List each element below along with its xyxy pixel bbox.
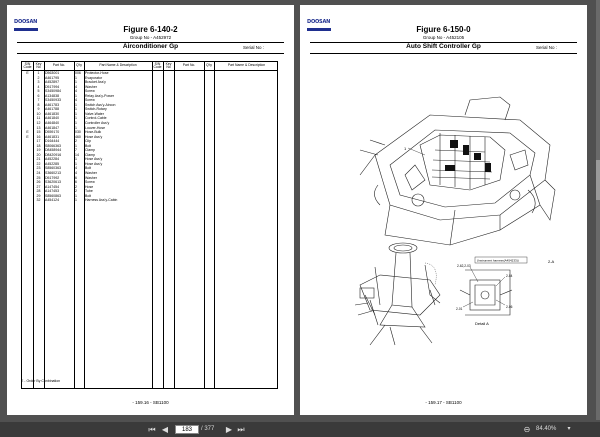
part-no-cell: A452284 <box>45 157 60 162</box>
next-page-icon[interactable]: ▶ <box>225 425 233 434</box>
key-cell: 28 <box>36 189 41 194</box>
part-no-cell: A147454 <box>45 184 60 189</box>
qty-cell: 030 <box>75 130 81 135</box>
part-name-cell: Hose-Bulk <box>85 130 102 135</box>
page-footer: - 159.17 - SB1100 <box>425 400 462 405</box>
key-cell: 13 <box>36 125 41 130</box>
group-number: Group No - A452972 <box>129 35 172 40</box>
part-no-cell: A461788 <box>45 107 60 112</box>
doosan-logo: DOOSAN <box>307 19 331 31</box>
part-no-cell: A452897 <box>45 80 60 85</box>
part-no-cell: D517994 <box>45 84 60 89</box>
qty-cell: 2 <box>75 189 77 194</box>
last-page-icon[interactable]: ⏭ <box>237 425 245 434</box>
right-page <box>300 5 587 415</box>
scrollbar-thumb[interactable] <box>596 160 600 200</box>
part-no-cell: S3450984 <box>45 89 61 94</box>
part-no-cell: S8560363 <box>45 166 61 171</box>
part-no-cell: D164444 <box>45 139 60 144</box>
group-name: Auto Shift Controller Gp <box>406 43 481 50</box>
key-cell: 19 <box>36 148 41 153</box>
qty-cell: 1 <box>75 93 77 98</box>
key-cell: 21 <box>36 157 41 162</box>
qty-cell: 14 <box>75 152 79 157</box>
key-cell: 4 <box>37 84 40 89</box>
part-name-cell: Clip <box>85 139 92 144</box>
part-no-cell: A147453 <box>45 189 60 194</box>
part-no-cell: A461830 <box>45 111 60 116</box>
key-cell: 5 <box>37 89 40 94</box>
key-cell: 17 <box>36 139 41 144</box>
part-no-cell: S8066363 <box>45 143 61 148</box>
part-name-cell: Harness Ass'y-Cabin <box>85 198 118 203</box>
part-name-cell: Washer <box>85 175 97 180</box>
key-cell: 1 <box>37 71 40 75</box>
qty-cell: 460 <box>75 134 81 139</box>
serial-label: Serial No : <box>242 45 264 50</box>
col-part-no: Part No. <box>52 63 66 68</box>
part-name-cell: Washer <box>85 84 97 89</box>
qty-cell: 1 <box>75 75 77 80</box>
part-no-cell: A461847 <box>45 125 60 130</box>
part-no-cell: S3660213 <box>45 171 61 176</box>
qty-cell: 1 <box>75 116 77 121</box>
part-no-cell: D8420916 <box>45 152 62 157</box>
part-no-cell: A134838 <box>45 93 60 98</box>
zoom-dropdown-icon[interactable]: ▾ <box>567 426 571 432</box>
part-no-cell: S3620613 <box>45 180 61 185</box>
qty-cell: 1 <box>75 198 77 203</box>
group-name: Airconditioner Gp <box>122 43 179 50</box>
serial-label: Serial No : <box>535 45 557 50</box>
part-no-cell: D8458944 <box>45 148 62 153</box>
part-name-cell: Screw <box>85 98 95 103</box>
page-total: / 377 <box>201 426 215 432</box>
part-name-cell: Bolt <box>85 193 92 198</box>
key-cell: 32 <box>36 198 41 203</box>
qty-cell: 6 <box>75 175 77 180</box>
key-cell: 18 <box>36 143 41 148</box>
qty-cell: 1 <box>75 102 77 107</box>
serial-cell: E <box>26 130 29 135</box>
key-cell: 7 <box>37 98 40 103</box>
col-qty-2: Q'ty <box>206 63 212 68</box>
key-cell: 27 <box>36 184 41 189</box>
part-name-cell: Hose Ass'y <box>85 161 103 166</box>
key-cell: 24 <box>36 171 41 176</box>
qty-cell: 1 <box>75 111 77 116</box>
key-cell: 22 <box>36 161 41 166</box>
qty-cell: 7 <box>75 148 77 153</box>
prev-page-icon[interactable]: ◀ <box>161 425 169 434</box>
figure-title: Figure 6-150-0 <box>416 25 471 34</box>
qty-cell: 4 <box>75 171 77 176</box>
part-no-cell: A452285 <box>45 161 60 166</box>
key-cell: 29 <box>36 193 41 198</box>
part-no-cell: A464840 <box>45 121 60 126</box>
key-cell: 2 <box>37 75 40 80</box>
part-name-cell: Relay Ass'y-Power <box>85 93 115 98</box>
qty-cell: 1 <box>75 107 77 112</box>
part-no-cell: D563001 <box>45 71 60 75</box>
part-no-cell: S3450933 <box>45 98 61 103</box>
qty-cell: 006 <box>75 71 81 75</box>
zoom-level[interactable]: 84.40% <box>536 426 557 432</box>
table-note: E - Order By Conbination <box>21 379 61 383</box>
qty-cell: 2 <box>75 184 77 189</box>
part-name-cell: Bolt <box>85 143 92 148</box>
col-key-2: Key No <box>165 61 172 69</box>
qty-cell: 4 <box>75 98 77 103</box>
part-name-cell: Screw <box>85 89 95 94</box>
part-no-cell: D517992 <box>45 175 60 180</box>
callout-1: 1 <box>404 146 407 151</box>
key-cell: 16 <box>36 134 41 139</box>
callout-2-62: 2-62,2-03 <box>457 264 471 268</box>
qty-cell: 1 <box>75 193 77 198</box>
part-name-cell: Switch Ass'y-Aircon <box>85 102 116 107</box>
table-row <box>22 198 152 203</box>
qty-cell: 1 <box>75 121 77 126</box>
part-name-cell: Bracket Ass'y <box>85 80 106 85</box>
col-name: Part Name & Description <box>99 63 137 68</box>
part-name-cell: Protector-Hose <box>85 71 109 75</box>
part-no-cell: A461783 <box>45 102 60 107</box>
qty-cell: 1 <box>75 157 77 162</box>
qty-cell: 1 <box>75 80 77 85</box>
key-cell: 20 <box>36 152 41 157</box>
parts-table <box>21 61 278 389</box>
key-cell: 6 <box>37 93 40 98</box>
vertical-scrollbar[interactable] <box>596 0 600 420</box>
left-page <box>7 5 294 415</box>
col-serial-2: S/N Code <box>153 61 162 69</box>
key-cell: 25 <box>36 175 41 180</box>
part-name-cell: Screw <box>85 180 95 185</box>
part-no-cell: A461840 <box>45 116 60 121</box>
doosan-logo: DOOSAN <box>14 19 38 31</box>
parts-drawing <box>300 5 587 415</box>
part-name-cell: Louver-Hose <box>85 125 106 130</box>
part-name-cell: Control-Cable <box>85 116 107 121</box>
part-no-cell: S8560863 <box>45 193 61 198</box>
part-name-cell: Hose Ass'y <box>85 134 103 139</box>
qty-cell: 4 <box>75 84 77 89</box>
callout-harness: (Instrument harness(A454233)) <box>477 258 519 263</box>
serial-cell: E <box>26 134 29 139</box>
part-name-cell: Tube <box>85 189 93 194</box>
part-no-cell: A461831 <box>45 134 60 139</box>
col-qty: Q'ty <box>76 63 82 68</box>
col-part-no-2: Part No. <box>182 63 196 68</box>
page-footer: - 159.16 - SB1100 <box>132 400 169 405</box>
key-cell: 9 <box>37 107 40 112</box>
part-no-cell: A454124 <box>45 198 60 203</box>
viewer-toolbar <box>0 422 600 437</box>
callout-2a: 2-A <box>548 259 555 264</box>
part-no-cell: A461795 <box>45 75 60 80</box>
part-name-cell: Controller Ass'y <box>85 121 110 126</box>
qty-cell: 6 <box>75 180 77 185</box>
part-name-cell: Evaporator <box>85 75 103 80</box>
figure-title: Figure 6-140-2 <box>123 25 178 34</box>
detail-a-label: Detail A <box>475 321 489 326</box>
qty-cell: 2 <box>75 139 77 144</box>
callout-2-04: 2-04 <box>506 274 513 278</box>
qty-cell: 4 <box>75 89 77 94</box>
zoom-out-icon[interactable]: ⊖ <box>523 425 531 434</box>
part-name-cell: Clamp <box>85 152 96 157</box>
qty-cell: 1 <box>75 161 77 166</box>
qty-cell: 1 <box>75 143 77 148</box>
qty-cell: 1 <box>75 125 77 130</box>
part-name-cell: Hose Ass'y <box>85 157 103 162</box>
part-name-cell: Hose <box>85 184 94 189</box>
key-cell: 15 <box>36 130 41 135</box>
key-cell: 8 <box>37 102 40 107</box>
callout-2-01: 2-01 <box>456 307 463 311</box>
col-key: Key No <box>35 61 42 69</box>
part-name-cell: Valve-Water <box>85 111 104 116</box>
callout-2-06: 2-06 <box>506 305 513 309</box>
part-name-cell: Switch-Rotary <box>85 107 107 112</box>
serial-cell: E <box>26 71 29 75</box>
key-cell: 11 <box>36 116 41 121</box>
part-name-cell: Clamp <box>85 148 96 153</box>
page-number-input[interactable]: 183 <box>175 425 199 434</box>
part-name-cell: Bolt <box>85 166 92 171</box>
group-number: Group No - A452105 <box>422 35 465 40</box>
parts-rows <box>22 71 152 203</box>
frame-outline <box>375 115 550 220</box>
key-cell: 10 <box>36 111 41 116</box>
part-no-cell: D559170 <box>45 130 60 135</box>
key-cell: 12 <box>36 121 41 126</box>
col-serial: S/N Code <box>23 61 32 69</box>
col-name-2: Part Name & Description <box>227 63 266 68</box>
qty-cell: 4 <box>75 166 77 171</box>
header-rule-bottom <box>17 53 284 54</box>
first-page-icon[interactable]: ⏮ <box>148 425 156 434</box>
key-cell: 23 <box>36 166 41 171</box>
key-cell: 3 <box>37 80 40 85</box>
part-name-cell: Washer <box>85 171 97 176</box>
key-cell: 26 <box>36 180 41 185</box>
